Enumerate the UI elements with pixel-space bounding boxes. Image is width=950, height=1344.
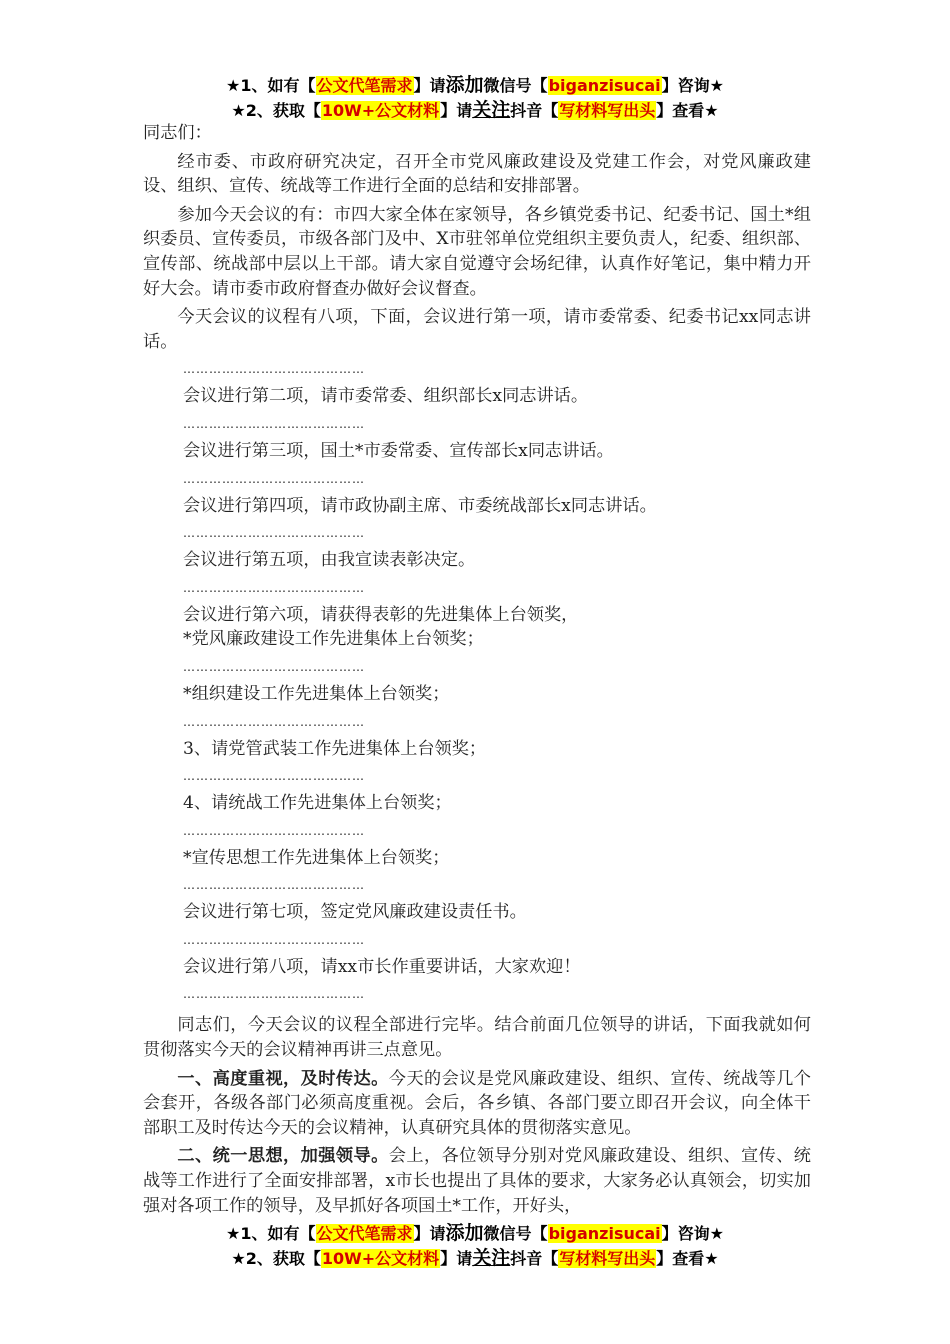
banner-text: 】请: [413, 76, 446, 95]
banner-douyin-id: 写材料写出头: [559, 1249, 656, 1268]
document-body: [143, 121, 811, 1218]
ellipsis-line: ……………………………………: [183, 526, 365, 541]
banner-text: 】咨询★: [661, 76, 724, 95]
top-banner-line-1: [0, 70, 950, 97]
award-item: 4、请统战工作先进集体上台领奖；: [183, 793, 452, 814]
award-item: *党风廉政建设工作先进集体上台领奖；: [183, 629, 484, 650]
point-text: 今天的会议是党风廉政建设、组织、宣传、统战等几个会套开，各级各部门必须高度重视。会后，各乡镇、各部门要立即召开会议，向全体干部职工及时传达今天的会议精神，认真研究具体的贯彻落实意见。: [143, 1068, 811, 1138]
banner-text: 】请: [413, 1224, 446, 1243]
banner-wechat-id: biganzisucai: [548, 1224, 661, 1243]
ellipsis-line: ……………………………………: [183, 987, 365, 1002]
ellipsis-line: ……………………………………: [183, 580, 365, 595]
banner-highlight: 10W+公文材料: [321, 101, 440, 120]
point-heading: 一、高度重视，及时传达。: [177, 1068, 389, 1089]
banner-text: 微信号【: [483, 1224, 548, 1243]
ellipsis-line: ……………………………………: [183, 471, 365, 486]
banner-text: 抖音【: [510, 1249, 559, 1268]
banner-text: ★1、如有【: [226, 76, 316, 95]
ellipsis-line: ……………………………………: [183, 659, 365, 674]
banner-text: 】查看★: [656, 1249, 719, 1268]
banner-text: 】查看★: [656, 101, 719, 120]
paragraph: 经市委、市政府研究决定，召开全市党风廉政建设及党建工作会，对党风廉政建设、组织、宣传、统战等工作进行全面的总结和安排部署。: [143, 151, 811, 197]
banner-text: ★2、获取【: [231, 1249, 321, 1268]
banner-text: 微信号【: [483, 76, 548, 95]
paragraph: 今天会议的议程有八项，下面，会议进行第一项，请市委常委、纪委书记xx同志讲话。: [143, 307, 811, 352]
banner-emphasis: 关注: [472, 99, 511, 121]
point-text: 会上，各位领导分别对党风廉政建设、组织、宣传、统战等工作进行了全面安排部署，x市长也提出了具体的要求，大家务必认真领会，切实加强对各项工作的领导，及早抓好各项国土*工作，开好头，: [143, 1146, 811, 1216]
point-heading: 二、统一思想，加强领导。: [177, 1146, 389, 1167]
salutation: 同志们：: [143, 123, 212, 143]
agenda-item: 会议进行第四项，请市政协副主席、市委统战部长x同志讲话。: [183, 495, 657, 516]
banner-highlight: 10W+公文材料: [321, 1249, 440, 1268]
banner-wechat-id: biganzisucai: [548, 76, 661, 95]
agenda-item: 会议进行第七项，签定党风廉政建设责任书。: [183, 902, 527, 923]
ellipsis-line: ……………………………………: [183, 416, 365, 431]
ellipsis-line: ……………………………………: [183, 769, 365, 784]
banner-text: 】请: [440, 101, 473, 120]
paragraph: 参加今天会议的有：市四大家全体在家领导，各乡镇党委书记、纪委书记、国土*组织委员、宣传委员，市级各部门及中、X市驻邻单位党组织主要负责人，纪委、组织部、宣传部、统战部中层以上干部。请大家自觉遵守会场纪律，认真作好笔记，集中精力开好大会。请市委市政府督查办做好会议督查。: [143, 204, 811, 299]
banner-emphasis: 添加: [445, 1222, 484, 1244]
award-item: 3、请党管武装工作先进集体上台领奖；: [183, 738, 487, 759]
banner-text: ★2、获取【: [231, 101, 321, 120]
banner-emphasis: 添加: [445, 74, 484, 96]
agenda-item: 会议进行第二项，请市委常委、组织部长x同志讲话。: [183, 386, 589, 407]
banner-emphasis: 关注: [472, 1247, 511, 1269]
ellipsis-line: ……………………………………: [183, 823, 365, 838]
ellipsis-line: ……………………………………: [183, 932, 365, 947]
banner-text: 】咨询★: [661, 1224, 724, 1243]
paragraph: 同志们，今天会议的议程全部进行完毕。结合前面几位领导的讲话，下面我就如何贯彻落实今天的会议精神再讲三点意见。: [143, 1015, 811, 1061]
ellipsis-line: ……………………………………: [183, 878, 365, 893]
banner-text: 】请: [440, 1249, 473, 1268]
banner-douyin-id: 写材料写出头: [559, 101, 656, 120]
banner-highlight: 公文代笔需求: [316, 1224, 413, 1243]
paragraph-point-2: [143, 1144, 811, 1218]
banner-text: 抖音【: [510, 101, 559, 120]
banner-text: ★1、如有【: [226, 1224, 316, 1243]
ellipsis-line: ……………………………………: [183, 714, 365, 729]
banner-highlight: 公文代笔需求: [316, 76, 413, 95]
agenda-item: 会议进行第六项，请获得表彰的先进集体上台领奖，: [183, 604, 579, 625]
top-banner-line-2: [0, 95, 950, 122]
bottom-banner-line-2: [0, 1243, 950, 1270]
agenda-item: 会议进行第三项，国土*市委常委、宣传部长x同志讲话。: [183, 440, 614, 461]
agenda-item: 会议进行第八项，请xx市长作重要讲话，大家欢迎！: [183, 956, 581, 977]
agenda-item: 会议进行第五项，由我宣读表彰决定。: [183, 550, 476, 571]
award-item: *宣传思想工作先进集体上台领奖；: [183, 847, 450, 868]
paragraph-point-1: [143, 1067, 811, 1141]
ellipsis-line: ……………………………………: [183, 362, 365, 377]
award-item: *组织建设工作先进集体上台领奖；: [183, 683, 450, 704]
bottom-banner-line-1: [0, 1218, 950, 1245]
